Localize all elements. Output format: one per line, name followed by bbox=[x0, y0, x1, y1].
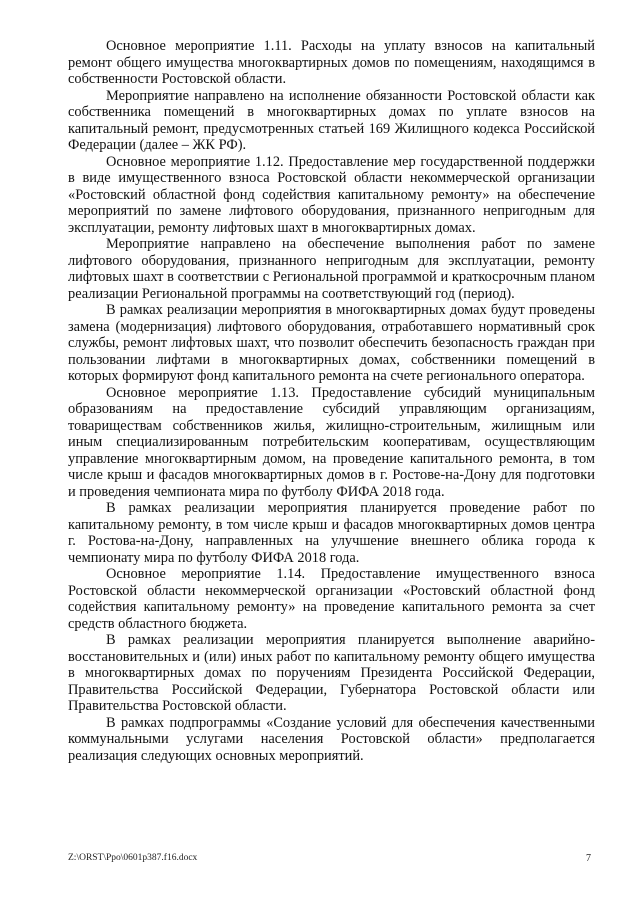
paragraph-1: Основное мероприятие 1.11. Расходы на уплату взносов на капитальный ремонт общего имущества многоквартирных домов по помещениям, находящимся в собственности Ростовской области. bbox=[68, 38, 595, 87]
paragraph-10: В рамках подпрограммы «Создание условий для обеспечения качественными коммунальными услугами населения Ростовской области» предполагается реализация следующих основных мероприятий. bbox=[68, 714, 595, 764]
paragraph-2: Мероприятие направлено на исполнение обязанности Ростовской области как собственника помещений в многоквартирных домах по уплате взносов на капитальный ремонт, предусмотренных статьей 169 Жилищного кодекса Российской Федерации (далее – ЖК РФ). bbox=[68, 87, 595, 153]
paragraph-5: В рамках реализации мероприятия в многоквартирных домах будут проведены замена (модернизация) лифтового оборудования, отработавшего нормативный срок службы, ремонт лифтовых шахт, что позволит обеспечить безопасность граждан при пользовании лифтами в многоквартирных домах, собственники помещений в которых формируют фонд капитального ремонта на счете регионального оператора. bbox=[68, 302, 595, 384]
document-body bbox=[68, 38, 595, 764]
paragraph-6: Основное мероприятие 1.13. Предоставление субсидий муниципальным образованиям на предоставление субсидий управляющим организациям, товариществам собственников жилья, жилищно-строительным, жилищным или иным специализированным потребительским кооперативам, осуществляющим управление многоквартирным домом, на проведение капитального ремонта, в том числе крыш и фасадов многоквартирных домов в г. Ростове-на-Дону для подготовки и проведения чемпионата мира по футболу ФИФА 2018 года. bbox=[68, 384, 595, 500]
footer-file-path: Z:\ORST\Ppo\0601p387.f16.docx bbox=[68, 853, 198, 863]
paragraph-9: В рамках реализации мероприятия планируется выполнение аварийно-восстановительных и (или) иных работ по капитальному ремонту общего имущества в многоквартирных домах по поручениям Президента Российской Федерации, Правительства Российской Федерации, Губернатора Ростовской области или Правительства Ростовской области. bbox=[68, 632, 595, 714]
paragraph-3: Основное мероприятие 1.12. Предоставление мер государственной поддержки в виде имущественного взноса Ростовской области некоммерческой организации «Ростовский областной фонд содействия капитальному ремонту» на обеспечение мероприятий по замене лифтового оборудования, признанного непригодным для эксплуатации, ремонту лифтовых шахт в многоквартирных домах. bbox=[68, 153, 595, 236]
paragraph-4: Мероприятие направлено на обеспечение выполнения работ по замене лифтового оборудования, признанного непригодным для эксплуатации, ремонту лифтовых шахт в соответствии с Региональной программой и краткосрочным планом реализации Региональной программы на соответствующий год (период). bbox=[68, 236, 595, 302]
paragraph-7: В рамках реализации мероприятия планируется проведение работ по капитальному ремонту, в том числе крыш и фасадов многоквартирных домов центра г. Ростова-на-Дону, направленных на улучшение внешнего облика города к чемпионату мира по футболу ФИФА 2018 года. bbox=[68, 500, 595, 566]
footer-page-number: 7 bbox=[586, 853, 591, 864]
paragraph-8: Основное мероприятие 1.14. Предоставление имущественного взноса Ростовской области некоммерческой организации «Ростовский областной фонд содействия капитальному ремонту» на проведение капитального ремонта за счет средств областного бюджета. bbox=[68, 566, 595, 632]
